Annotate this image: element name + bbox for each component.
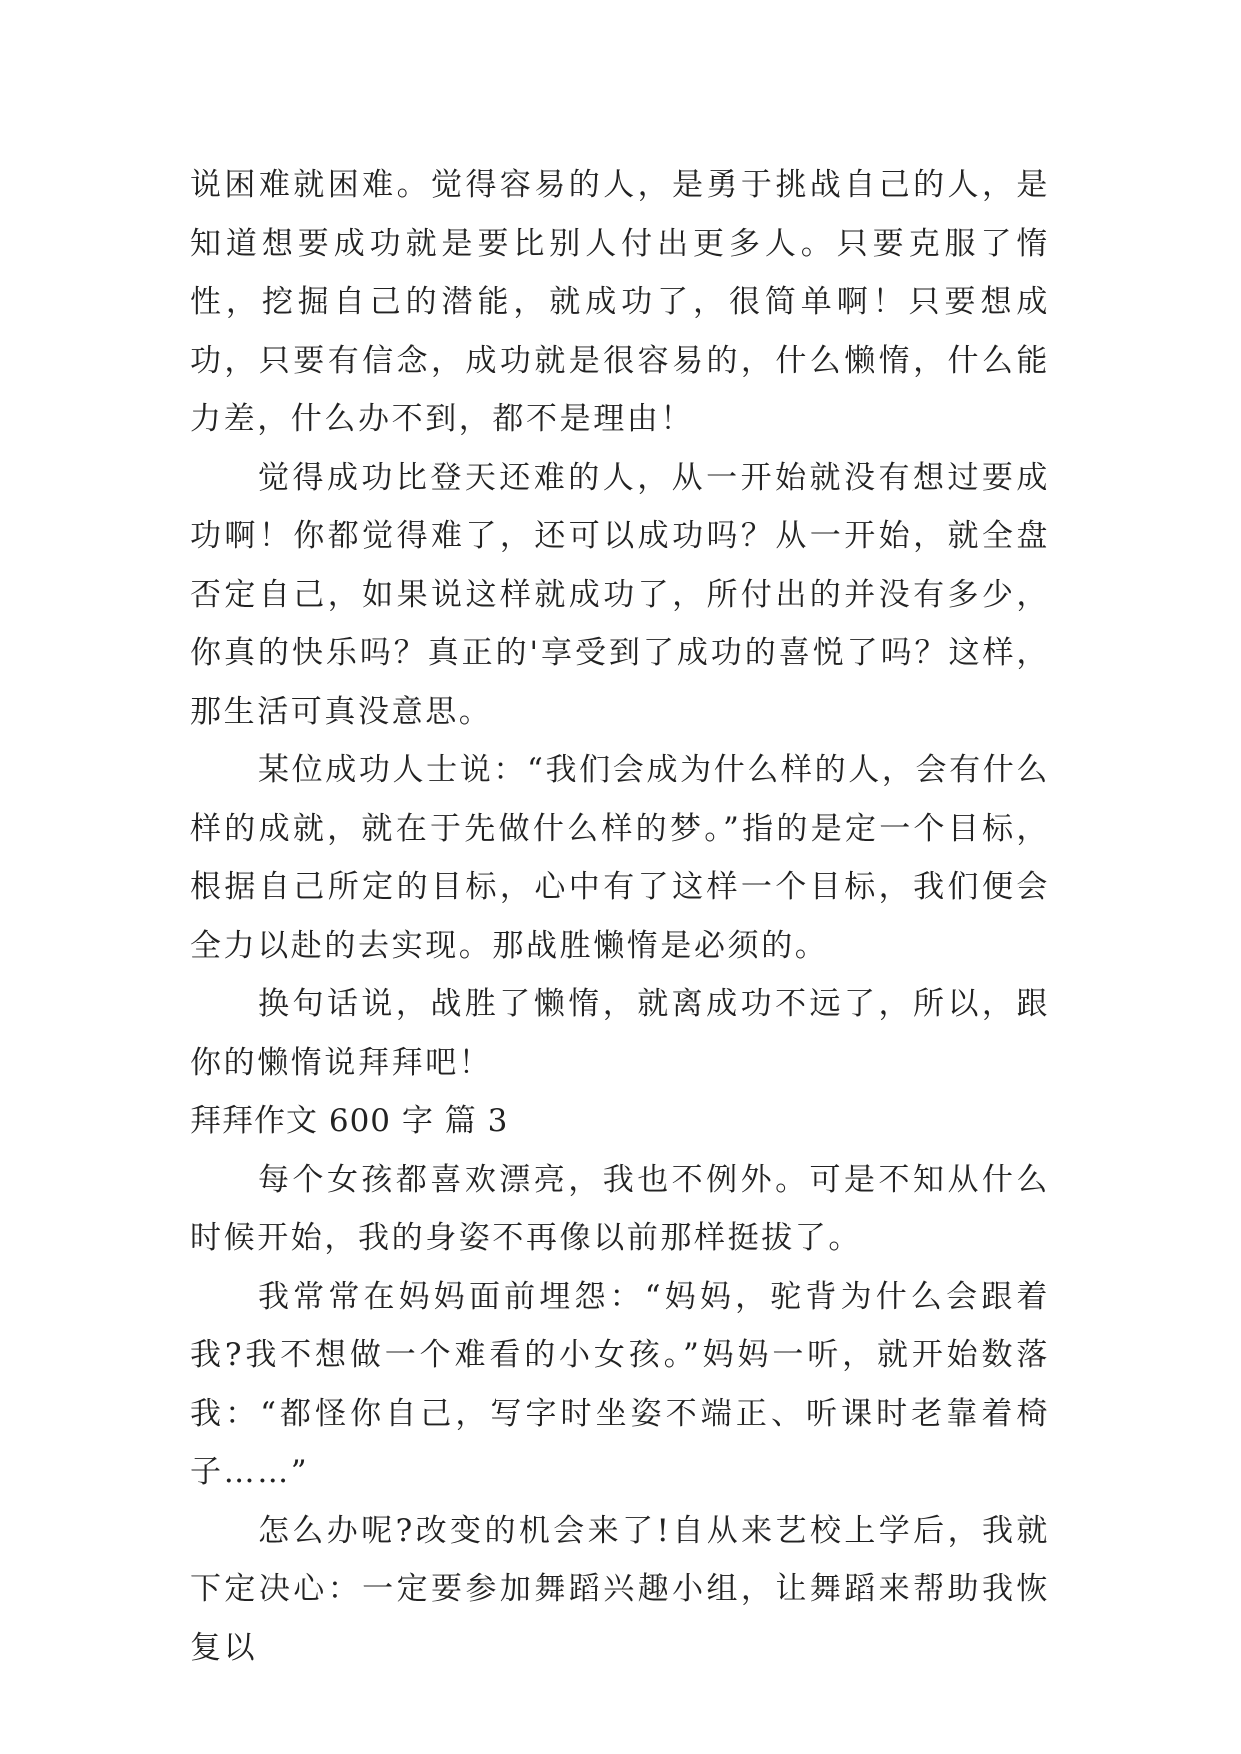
paragraph: 换句话说，战胜了懒惰，就离成功不远了，所以，跟你的懒惰说拜拜吧！ bbox=[190, 986, 1050, 1081]
paragraph: 怎么办呢?改变的机会来了!自从来艺校上学后，我就下定决心：一定要参加舞蹈兴趣小组，让舞蹈来帮助我恢复以 bbox=[190, 1512, 1050, 1666]
paragraph: 觉得成功比登天还难的人，从一开始就没有想过要成功啊！你都觉得难了，还可以成功吗？从一开始，就全盘否定自己，如果说这样就成功了，所付出的并没有多少，你真的快乐吗？真正的'享受到了成功的喜悦了吗？这样，那生活可真没意思。 bbox=[190, 459, 1050, 730]
paragraph: 我常常在妈妈面前埋怨：“妈妈，驼背为什么会跟着我?我不想做一个难看的小女孩。”妈妈一听，就开始数落我：“都怪你自己，写字时坐姿不端正、听课时老靠着椅子……” bbox=[190, 1278, 1050, 1490]
paragraph: 某位成功人士说：“我们会成为什么样的人，会有什么样的成就，就在于先做什么样的梦。”指的是定一个目标，根据自己所定的目标，心中有了这样一个目标，我们便会全力以赴的去实现。那战胜懒惰是必须的。 bbox=[190, 752, 1050, 964]
document-body bbox=[190, 156, 1050, 1677]
section-heading: 拜拜作文 600 字 篇 3 bbox=[190, 1103, 509, 1139]
paragraph: 每个女孩都喜欢漂亮，我也不例外。可是不知从什么时候开始，我的身姿不再像以前那样挺拔了。 bbox=[190, 1161, 1050, 1256]
paragraph: 说困难就困难。觉得容易的人，是勇于挑战自己的人，是知道想要成功就是要比别人付出更多人。只要克服了惰性，挖掘自己的潜能，就成功了，很简单啊！只要想成功，只要有信念，成功就是很容易的，什么懒惰，什么能力差，什么办不到，都不是理由！ bbox=[190, 167, 1050, 437]
